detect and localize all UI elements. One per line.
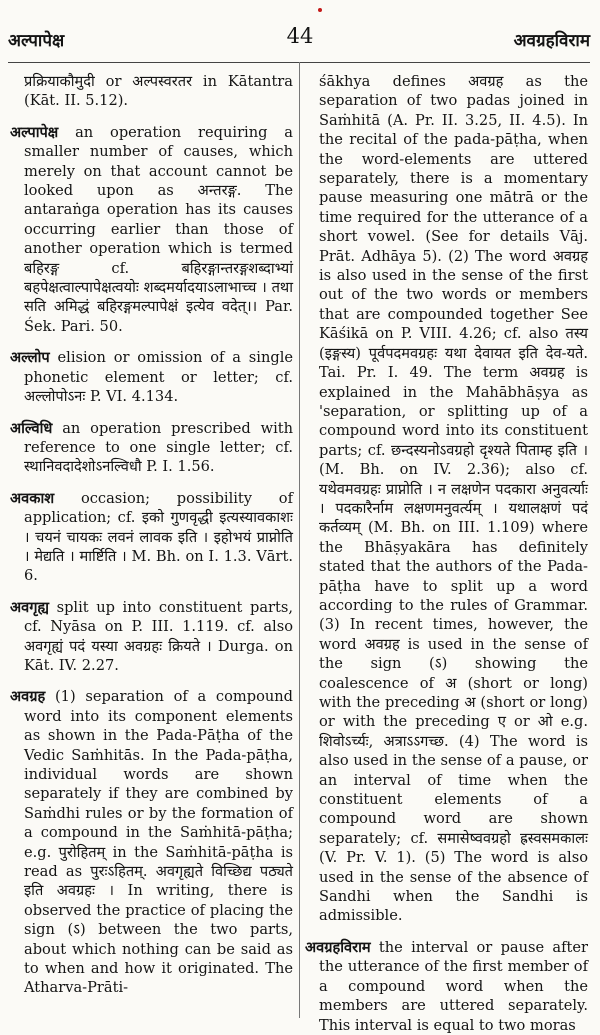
dictionary-entry bbox=[10, 598, 293, 676]
dictionary-entry bbox=[10, 687, 293, 998]
entry-headword: अवगृह्य bbox=[10, 598, 49, 616]
dictionary-entry bbox=[305, 938, 588, 1035]
running-head-left: अल्पापेक्ष bbox=[8, 31, 65, 51]
entry-text: occasion; possibility of application; cf. इको गुणवृद्धी इत्यस्यावकाशः । चयनं चायकः लवनं लावक इति । इहोभयं प्राप्नोति । मेद्यति । मार्ष्टिति । M. Bh. on I. 1.3. Vārt. 6. bbox=[24, 489, 293, 585]
entry-continuation bbox=[305, 72, 588, 926]
page-header bbox=[0, 0, 600, 60]
entry-text: (1) separation of a compound word into its component elements as shown in the Pada-Pāṭha of the Vedic Saṁhitās. In the Pada-pāṭha, individual words are shown separately if they are combined by Saṁdhi rules or by the formation of a compound in the Saṁhitā-pāṭha; e.g. पुरोहितम् in the Saṁhitā-pāṭha is read as पुरःऽहितम्. अवगृह्यते विच्छिद्य पठ्यते इति अवग्रहः । In writing, there is observed the practice of placing the sign (ऽ) between the two parts, about which nothing can be said as to when and how it originated. The Atharva-Prāti- bbox=[24, 688, 294, 997]
entry-headword: अवग्रहविराम bbox=[305, 938, 371, 956]
dictionary-entry bbox=[10, 123, 293, 336]
page-number: 44 bbox=[286, 24, 314, 48]
entry-headword: अल्विधि bbox=[10, 419, 53, 437]
entry-text: an operation requiring a smaller number of causes, which merely on that account cannot be looked upon as अन्तरङ्ग. The antaraṅga operation has its causes occurring earlier than those of another operation which is termed बहिरङ्ग cf. बहिरङ्गान्तरङ्गशब्दाभ्यां बहपेक्षत्वाल्पापेक्षत्वयोः शब्दमर्यादयाऽलाभाच्च । तथा सति अमिद्धं बहिरङ्गमल्पापेक्षं इत्येव वदेत्।। Par. Śek. Pari. 50. bbox=[24, 123, 293, 335]
entry-text: प्रक्रियाकौमुदी or अल्पस्वरतर in Kātantra (Kāt. II. 5.12). bbox=[24, 73, 293, 110]
entry-text: the interval or pause after the utterance of the first member of a compound word when the members are uttered separately. This interval is equal to two moras bbox=[319, 938, 588, 1034]
entry-continuation bbox=[10, 72, 293, 111]
dictionary-entry bbox=[10, 489, 293, 586]
entry-headword: अवग्रह bbox=[10, 688, 46, 706]
entry-headword: अवकाश bbox=[10, 489, 55, 507]
dictionary-entry bbox=[10, 419, 293, 477]
entry-headword: अल्लोप bbox=[10, 349, 50, 367]
right-column bbox=[305, 72, 588, 1034]
entry-text: an operation prescribed with reference to one single letter; cf. स्थानिवदादेशोऽनल्विधौ P. I. 1.56. bbox=[24, 419, 293, 476]
column-divider bbox=[299, 62, 300, 1018]
left-column bbox=[10, 72, 293, 1022]
running-head-right: अवग्रहविराम bbox=[513, 31, 590, 51]
entry-text: śākhya defines अवग्रह as the separation of two padas joined in Saṁhitā (A. Pr. II. 3.25, II. 4.5). In the recital of the pada-pāṭha, when the word-elements are uttered separately, there is a momentary pause measuring one mātrā or the time required for the utterance of a short vowel. (See for details Vāj. Prāt. Adhāya 5). (2) The word अवग्रह is also used in the sense of the first out of the two words or members that are compounded together See Kāśikā on P. VIII. 4.26; cf. also तस्य (इङ्गस्य) पूर्वपदमवग्रहः यथा देवायत इति देव-यते. Tai. Pr. I. 49. The term अवग्रह is explained in the Mahābhāṣya as 'separation, or splitting up of a compound word into its constituent parts; cf. छन्दस्यनोऽवग्रहो दृश्यते पिताम्ह इति । (M. Bh. on IV. 2.36); also cf. यथेवमवग्रहः प्राप्नोति । न लक्षणेन पदकारा अनुवर्त्याः । पदकारैर्नाम लक्षणमनुवर्त्यम् । यथालक्षणं पदं कर्तव्यम् (M. Bh. on III. 1.109) where the Bhāṣyakāra has definitely stated that the authors of the Pada-pāṭha have to split up a word according to the rules of Grammar. (3) In recent times, however, the word अवग्रह is used in the sense of the sign (ऽ) showing the coalescence of अ (short or long) with the preceding अ (short or long) or with the preceding ए or ओ e.g. शिवोऽर्च्यः, अत्राऽऽगच्छ. (4) The word is also used in the sense of a pause, or an interval of time when the constituent elements of a compound word are shown separately; cf. समासेष्ववग्रहो ह्रस्वसमकालः (V. Pr. V. 1). (5) The word is also used in the sense of the absence of Sandhi when the Sandhi is admissible. bbox=[319, 73, 588, 925]
entry-headword: अल्पापेक्ष bbox=[10, 123, 59, 141]
dictionary-entry bbox=[10, 348, 293, 406]
entry-text: split up into constituent parts, cf. Nyāsa on P. III. 1.119. cf. also अवगृह्यं पदं यस्या अवग्रहः क्रियते । Durga. on Kāt. IV. 2.27. bbox=[24, 598, 294, 674]
entry-text: elision or omission of a single phonetic element or letter; cf. अल्लोपोऽनः P. VI. 4.134. bbox=[24, 349, 294, 406]
ink-dot bbox=[318, 8, 322, 12]
